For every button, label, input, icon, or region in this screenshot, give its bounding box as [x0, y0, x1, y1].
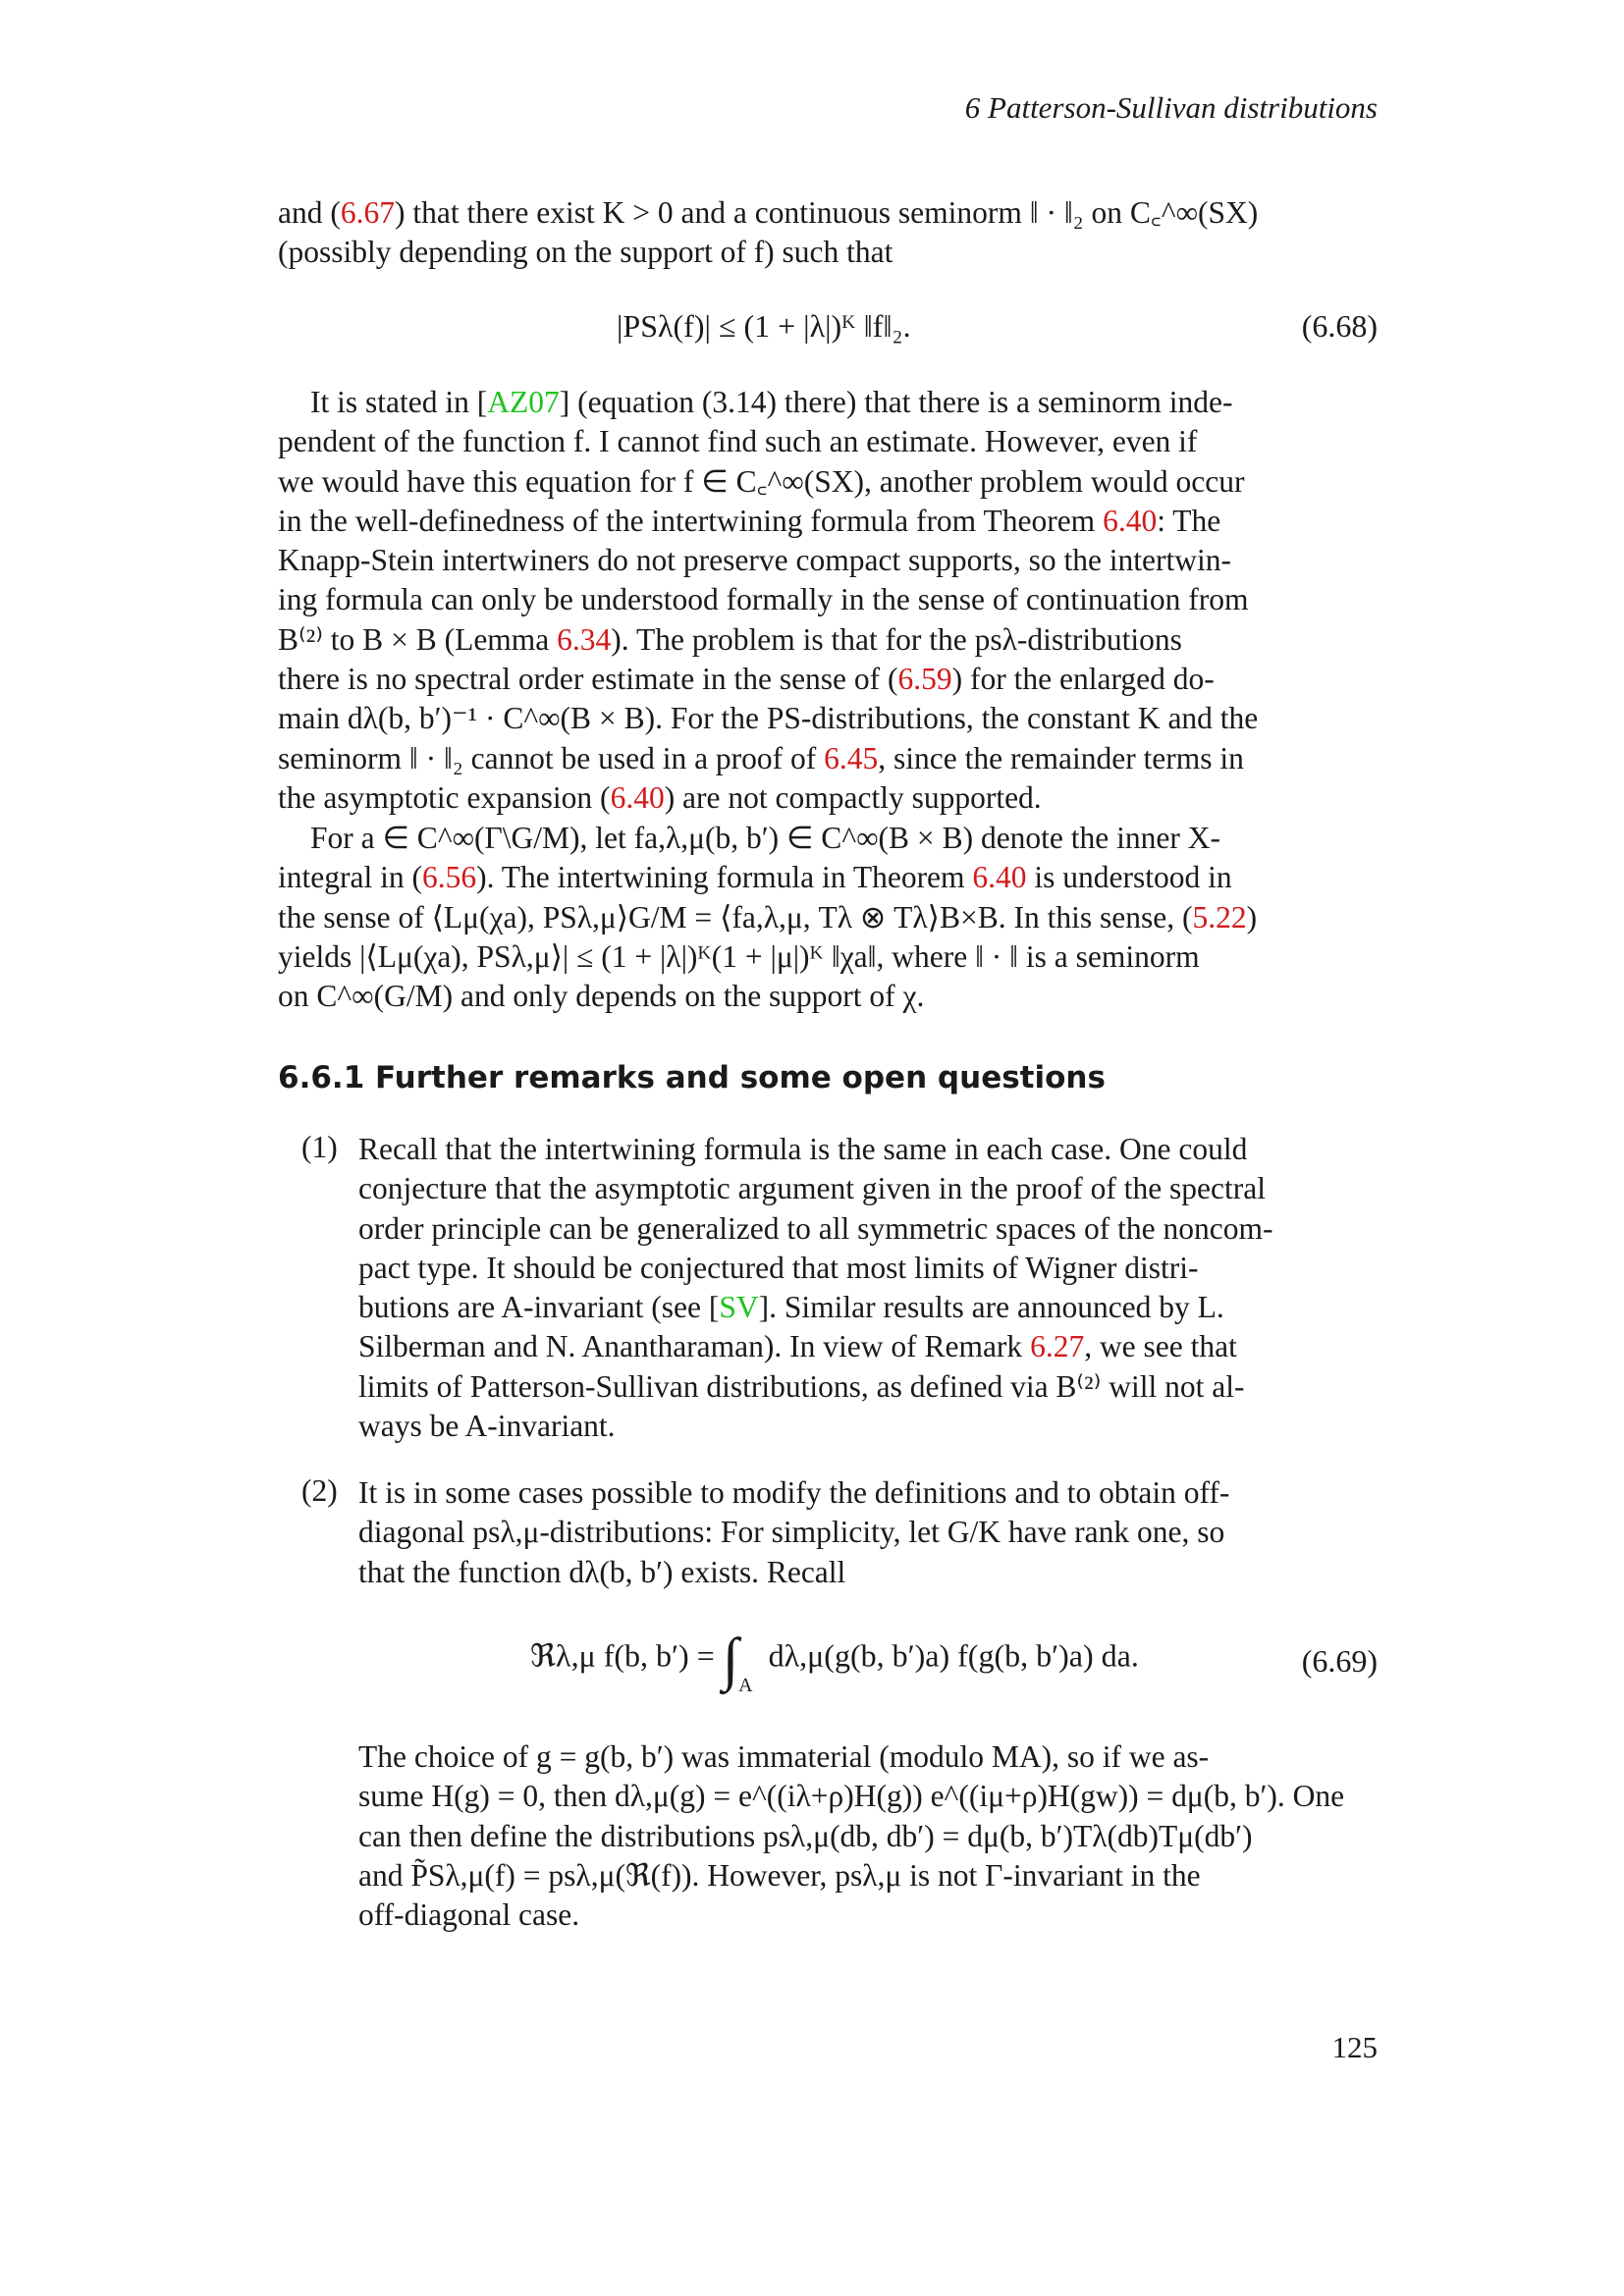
text-fragment: It is stated in [: [310, 385, 488, 419]
text-fragment: Silberman and N. Anantharaman). In view of Remark: [358, 1329, 1031, 1364]
theorem-link[interactable]: 6.40: [972, 860, 1027, 895]
text-line: diagonal psλ,μ-distributions: For simplicity, let G/K have rank one, so: [358, 1515, 1225, 1550]
section-heading: 6.6.1 Further remarks and some open questions: [278, 1060, 1106, 1095]
paragraph-intro: [278, 193, 1378, 273]
text-line: that the function dλ(b, b′) exists. Recall: [358, 1554, 846, 1589]
text-fragment: ). The intertwining formula in Theorem: [476, 860, 973, 895]
text-fragment: ): [1246, 899, 1258, 934]
integral-sign: ∫: [722, 1627, 739, 1691]
text-line: order principle can be generalized to all symmetric spaces of the noncom-: [358, 1210, 1273, 1246]
text-line: Knapp-Stein intertwiners do not preserve compact supports, so the intertwin-: [278, 543, 1232, 578]
text-line: ing formula can only be understood formally in the sense of continuation from: [278, 582, 1249, 617]
equation-link[interactable]: 5.22: [1192, 899, 1247, 934]
text-fragment: butions are A-invariant (see [: [358, 1290, 720, 1325]
running-header: 6 Patterson-Sullivan distributions: [964, 90, 1378, 125]
text-fragment: ). The problem is that for the psλ-distributions: [611, 621, 1182, 657]
text-fragment: ) are not compactly supported.: [664, 779, 1042, 815]
text-line: [278, 858, 1378, 897]
list-item: [358, 1473, 1378, 1592]
integral-domain: A: [738, 1674, 753, 1696]
text-line: off-diagonal case.: [358, 1897, 580, 1933]
text-fragment: is understood in: [1026, 860, 1232, 895]
theorem-link[interactable]: 6.45: [824, 740, 879, 775]
paragraph-seminorm-remark: [278, 383, 1378, 818]
text-fragment: ) that there exist K > 0 and a continuous seminorm ‖ · ‖₂ on C꜀^∞(SX): [394, 195, 1259, 230]
equation-number: (6.69): [1301, 1643, 1378, 1679]
equation-link[interactable]: 6.56: [421, 860, 477, 895]
text-line: [278, 660, 1378, 699]
text-fragment: , we see that: [1084, 1329, 1237, 1364]
list-item-label: (2): [301, 1473, 338, 1508]
list-item: [358, 1130, 1378, 1446]
theorem-link[interactable]: 6.40: [1103, 503, 1158, 538]
paragraph-intertwining: [278, 819, 1378, 1016]
equation-number: (6.68): [1301, 308, 1378, 344]
text-fragment: seminorm ‖ · ‖₂ cannot be used in a proof of: [278, 740, 825, 775]
remark-link[interactable]: 6.27: [1030, 1329, 1085, 1364]
equation-link[interactable]: 6.59: [897, 662, 952, 697]
text-line: (possibly depending on the support of f) such that: [278, 235, 893, 270]
text-line: limits of Patterson-Sullivan distributions, as defined via B⁽²⁾ will not al-: [358, 1368, 1245, 1404]
equation-6-68: |PSλ(f)| ≤ (1 + |λ|)ᴷ ‖f‖₂.: [617, 308, 911, 344]
text-fragment: there is no spectral order estimate in the sense of (: [278, 662, 898, 697]
text-line: It is in some cases possible to modify the definitions and to obtain off-: [358, 1475, 1230, 1510]
list-item-continued: [358, 1737, 1378, 1935]
text-line: [358, 1327, 1378, 1366]
equation-link[interactable]: 6.67: [340, 195, 395, 230]
text-fragment: B⁽²⁾ to B × B (Lemma: [278, 621, 558, 657]
text-line: on C^∞(G/M) and only depends on the support of χ.: [278, 979, 925, 1014]
text-line: ways be A-invariant.: [358, 1409, 616, 1444]
page-number: 125: [1331, 2030, 1378, 2064]
text-line: [278, 383, 1378, 422]
text-fragment: integral in (: [278, 860, 422, 895]
text-line: [278, 898, 1378, 937]
text-fragment: and (: [278, 195, 341, 230]
text-line: conjecture that the asymptotic argument given in the proof of the spectral: [358, 1171, 1266, 1206]
text-line: [278, 739, 1378, 778]
text-line: and P̃Sλ,μ(f) = psλ,μ(ℜ(f)). However, psλ,μ is not Γ-invariant in the: [358, 1857, 1201, 1893]
text-fragment: ]. Similar results are announced by L.: [758, 1290, 1224, 1325]
text-line: yields |⟨Lμ(χa), PSλ,μ⟩| ≤ (1 + |λ|)ᴷ(1 + |μ|)ᴷ ‖χa‖, where ‖ · ‖ is a seminorm: [278, 938, 1200, 974]
equation-link[interactable]: 6.40: [610, 779, 665, 815]
text-fragment: : The: [1157, 503, 1221, 538]
text-fragment: in the well-definedness of the intertwining formula from Theorem: [278, 503, 1104, 538]
text-fragment: the asymptotic expansion (: [278, 779, 611, 815]
citation-link[interactable]: AZ07: [487, 385, 560, 419]
equation-6-69: [530, 1627, 1178, 1696]
text-line: For a ∈ C^∞(Γ\G/M), let fa,λ,μ(b, b′) ∈ C^∞(B × B) denote the inner X-: [310, 821, 1220, 855]
text-fragment: , since the remainder terms in: [878, 740, 1244, 775]
text-line: pact type. It should be conjectured that most limits of Wigner distri-: [358, 1250, 1199, 1285]
equation-rhs: dλ,μ(g(b, b′)a) f(g(b, b′)a) da.: [768, 1637, 1139, 1674]
text-fragment: ] (equation (3.14) there) that there is a seminorm inde-: [559, 385, 1233, 419]
text-line: Recall that the intertwining formula is the same in each case. One could: [358, 1132, 1248, 1166]
text-fragment: ) for the enlarged do-: [951, 662, 1215, 697]
text-line: [278, 778, 1378, 818]
list-item-label: (1): [301, 1130, 338, 1164]
text-line: can then define the distributions psλ,μ(db, db′) = dμ(b, b′)Tλ(db)Tμ(db′): [358, 1818, 1253, 1853]
text-line: The choice of g = g(b, b′) was immaterial (modulo MA), so if we as-: [358, 1739, 1210, 1774]
text-line: we would have this equation for f ∈ C꜀^∞(SX), another problem would occur: [278, 463, 1245, 499]
text-line: pendent of the function f. I cannot find such an estimate. However, even if: [278, 424, 1198, 459]
text-line: sume H(g) = 0, then dλ,μ(g) = e^((iλ+ρ)H(g)) e^((iμ+ρ)H(gw)) = dμ(b, b′). One: [358, 1779, 1345, 1814]
text-line: main dλ(b, b′)⁻¹ · C^∞(B × B). For the PS-distributions, the constant K and the: [278, 701, 1259, 736]
text-line: [278, 620, 1378, 660]
text-line: [278, 502, 1378, 541]
lemma-link[interactable]: 6.34: [557, 621, 612, 657]
equation-lhs: ℜλ,μ f(b, b′) =: [530, 1637, 715, 1674]
text-line: [358, 1288, 1378, 1327]
text-fragment: the sense of ⟨Lμ(χa), PSλ,μ⟩G/M = ⟨fa,λ,μ, Tλ ⊗ Tλ⟩B×B. In this sense, (: [278, 899, 1193, 934]
text-line: [278, 193, 1378, 233]
citation-link[interactable]: SV: [719, 1290, 759, 1325]
